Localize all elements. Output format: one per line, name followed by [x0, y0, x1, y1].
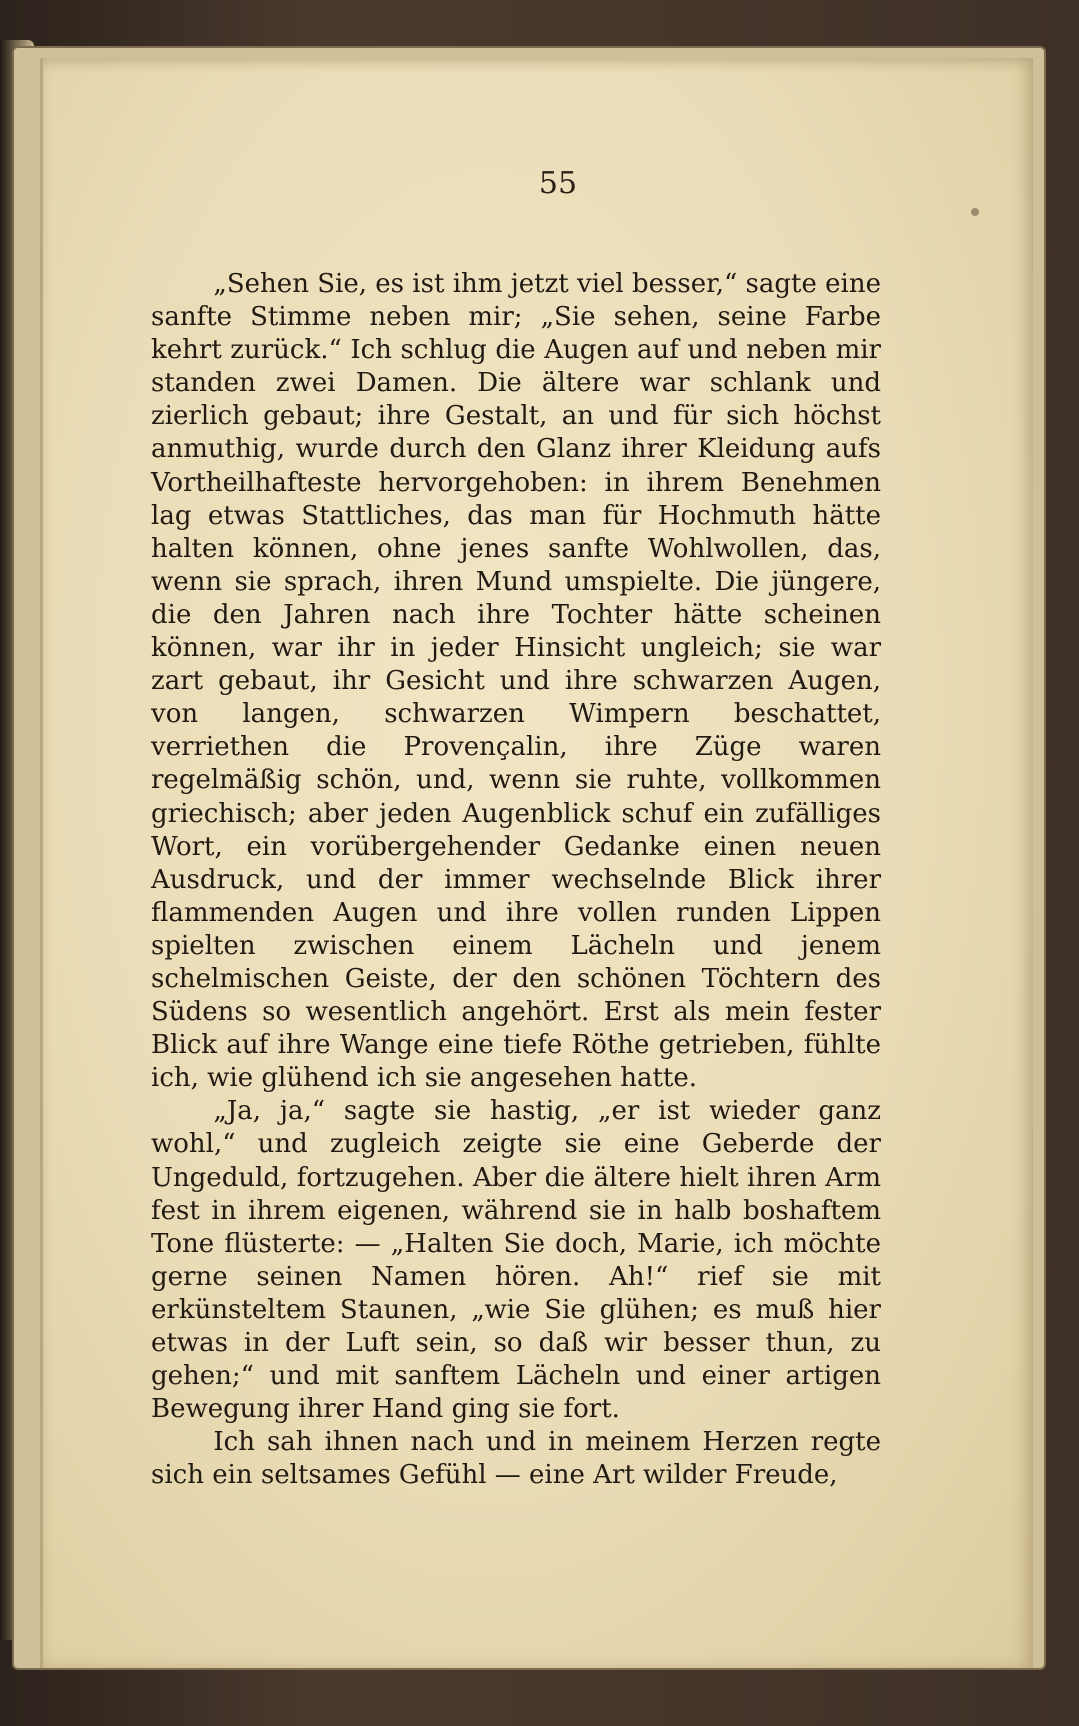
- paragraph-1: „Sehen Sie, es ist ihm jetzt viel besser,“ sagte eine sanfte Stimme neben mir; „Sie sehen, seine Farbe kehrt zurück.“ Ich schlug die Augen auf und neben mir standen zwei Damen. Die ältere war schlank und zierlich gebaut; ihre Gestalt, an und für sich höchst anmuthig, wurde durch den Glanz ihrer Kleidung aufs Vortheilhafteste hervorgehoben: in ihrem Benehmen lag etwas Stattliches, das man für Hochmuth hätte halten können, ohne jenes sanfte Wohlwollen, das, wenn sie sprach, ihren Mund umspielte. Die jüngere, die den Jahren nach ihre Tochter hätte scheinen können, war ihr in jeder Hinsicht ungleich; sie war zart gebaut, ihr Gesicht und ihre schwarzen Augen, von langen, schwarzen Wimpern beschattet, verriethen die Provençalin, ihre Züge waren regelmäßig schön, und, wenn sie ruhte, vollkommen griechisch; aber jeden Augenblick schuf ein zufälliges Wort, ein vorübergehender Gedanke einen neuen Ausdruck, und der immer wechselnde Blick ihrer flammenden Augen und ihre vollen runden Lippen spielten zwischen einem Lächeln und jenem schelmischen Geiste, der den schönen Töchtern des Südens so wesentlich angehört. Erst als mein fester Blick auf ihre Wange eine tiefe Röthe getrieben, fühlte ich, wie glühend ich sie angesehen hatte.: [151, 269, 881, 1094]
- paper-speck: [971, 208, 979, 216]
- book-page: [40, 58, 1033, 1668]
- paragraph-2: „Ja, ja,“ sagte sie hastig, „er ist wieder ganz wohl,“ und zugleich zeigte sie eine Geberde der Ungeduld, fortzugehen. Aber die ältere hielt ihren Arm fest in ihrem eigenen, während sie in halb boshaftem Tone flüsterte: — „Halten Sie doch, Marie, ich möchte gerne seinen Namen hören. Ah!“ rief sie mit erkünsteltem Staunen, „wie Sie glühen; es muß hier etwas in der Luft sein, so daß wir besser thun, zu gehen;“ und mit sanftem Lächeln und einer artigen Bewegung ihrer Hand ging sie fort.: [151, 1096, 881, 1425]
- paragraph-3: Ich sah ihnen nach und in meinem Herzen regte sich ein seltsames Gefühl — eine Art wilder Freude,: [151, 1427, 881, 1491]
- page-number: 55: [538, 166, 578, 201]
- body-text: [151, 268, 881, 1492]
